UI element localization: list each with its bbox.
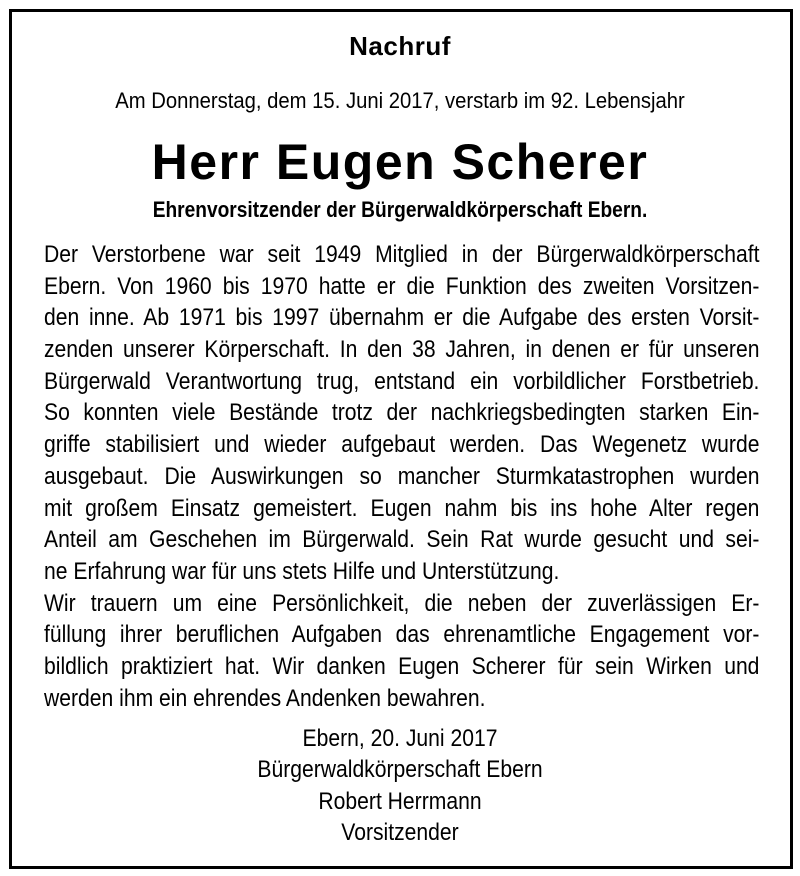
text-line: Ebern. Von 1960 bis 1970 hatte er die Funktion des zweiten Vorsitzen-: [44, 272, 760, 300]
text-line: ne Erfahrung war für uns stets Hilfe und Unterstützung.: [44, 557, 560, 585]
text-line: griffe stabilisiert und wieder aufgebaut werden. Das Wegenetz wurde: [44, 431, 760, 459]
text-line: den inne. Ab 1971 bis 1997 übernahm er die Aufgabe des ersten Vorsit-: [44, 304, 760, 332]
text-line: werden ihm ein ehrendes Andenken bewahren.: [44, 684, 486, 712]
text-line: Anteil am Geschehen im Bürgerwald. Sein Rat wurde gesucht und sei-: [44, 526, 760, 554]
notice-heading: Nachruf: [349, 31, 451, 61]
signatory-title: Vorsitzender: [341, 818, 459, 846]
text-line: Wir trauern um eine Persönlichkeit, die neben der zuverlässigen Er-: [44, 589, 760, 617]
text-line: zenden unserer Körperschaft. In den 38 Jahren, in denen er für unseren: [44, 336, 760, 364]
text-line: So konnten viele Bestände trotz der nachkriegsbedingten starken Ein-: [44, 399, 760, 427]
obituary-text: [44, 239, 760, 714]
place-date: Ebern, 20. Juni 2017: [302, 725, 498, 752]
text-line: mit großem Einsatz gemeistert. Eugen nahm bis ins hohe Alter regen: [44, 494, 760, 522]
organization-name: Bürgerwaldkörperschaft Ebern: [257, 756, 543, 784]
text-line: Der Verstorbene war seit 1949 Mitglied in der Bürgerwaldkörperschaft: [44, 241, 760, 268]
text-line: Bürgerwald Verantwortung trug, entstand ein vorbildlicher Forstbetrieb.: [44, 367, 760, 395]
signature-block: [0, 723, 800, 848]
text-line: ausgebaut. Die Auswirkungen so mancher Sturmkatastrophen wurden: [44, 462, 760, 490]
text-line: füllung ihrer beruflichen Aufgaben das ehrenamtliche Engagement vor-: [44, 621, 760, 649]
deceased-name: Herr Eugen Scherer: [151, 134, 649, 190]
signatory-name: Robert Herrmann: [318, 787, 482, 815]
deceased-role: Ehrenvorsitzender der Bürgerwaldkörperschaft Ebern.: [152, 197, 648, 222]
text-line: bildlich praktiziert hat. Wir danken Eugen Scherer für sein Wirken und: [44, 652, 760, 680]
death-announcement: Am Donnerstag, dem 15. Juni 2017, verstarb im 92. Lebensjahr: [115, 88, 685, 113]
